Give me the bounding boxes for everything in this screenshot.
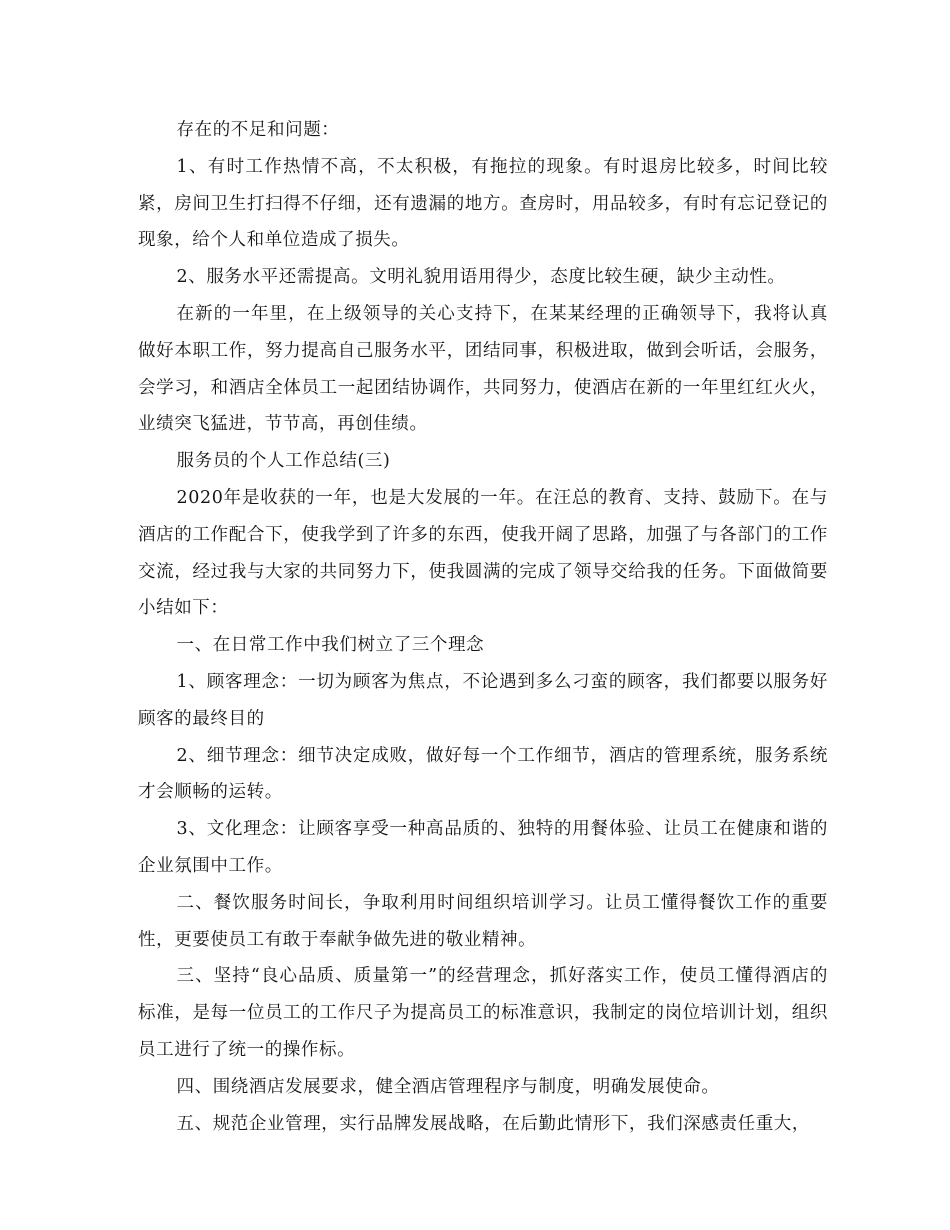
paragraph-concept-detail: 2、细节理念：细节决定成败，做好每一个工作细节，酒店的管理系统，服务系统才会顺畅的运转。 xyxy=(138,745,828,803)
paragraph-concept-culture: 3、文化理念：让顾客享受一种高品质的、独特的用餐体验、让员工在健康和谐的企业氛围中工作。 xyxy=(138,819,828,876)
paragraph-concept-customer: 1、顾客理念：一切为顾客为焦点，不论遇到多么刁蛮的顾客，我们都要以服务好顾客的最终目的 xyxy=(138,671,828,729)
paragraph-problem-1: 1、有时工作热情不高，不太积极，有拖拉的现象。有时退房比较多，时间比较紧，房间卫生打扫得不仔细，还有遗漏的地方。查房时，用品较多，有时有忘记登记的现象，给个人和单位造成了损失。 xyxy=(138,156,828,251)
paragraph-three-concepts-heading: 一、在日常工作中我们树立了三个理念 xyxy=(176,635,485,656)
paragraph-item-3: 三、坚持“良心品质、质量第一”的经营理念，抓好落实工作，使员工懂得酒店的标准，是每一位员工的工作尺子为提高员工的标准意识，我制定的岗位培训计划，组织员工进行了统一的操作标。 xyxy=(138,966,828,1060)
paragraph-item-2: 二、餐饮服务时间长，争取利用时间组织培训学习。让员工懂得餐饮工作的重要性，更要使员工有敢于奉献争做先进的敬业精神。 xyxy=(138,892,828,950)
section-title: 服务员的个人工作总结(三) xyxy=(176,451,391,472)
paragraph-intro: 2020年是收获的一年，也是大发展的一年。在汪总的教育、支持、鼓励下。在与酒店的工作配合下，使我学到了许多的东西，使我开阔了思路，加强了与各部门的工作交流，经过我与大家的共同努力下，使我圆满的完成了领导交给我的任务。下面做简要小结如下： xyxy=(138,487,828,619)
document-body xyxy=(138,112,828,1142)
paragraph-problem-2: 2、服务水平还需提高。文明礼貌用语用得少，态度比较生硬，缺少主动性。 xyxy=(176,267,786,288)
paragraph-new-year-plan: 在新的一年里，在上级领导的关心支持下，在某某经理的正确领导下，我将认真做好本职工作，努力提高自己服务水平，团结同事，积极进取，做到会听话，会服务，会学习，和酒店全体员工一起团结协调作，共同努力，使酒店在新的一年里红红火火，业绩突飞猛进，节节高，再创佳绩。 xyxy=(138,303,828,435)
paragraph-item-4: 四、围绕酒店发展要求，健全酒店管理程序与制度，明确发展使命。 xyxy=(176,1076,720,1097)
paragraph-item-5: 五、规范企业管理，实行品牌发展战略，在后勤此情形下，我们深感责任重大， xyxy=(176,1113,810,1134)
paragraph-problems-heading: 存在的不足和问题： xyxy=(176,120,340,140)
